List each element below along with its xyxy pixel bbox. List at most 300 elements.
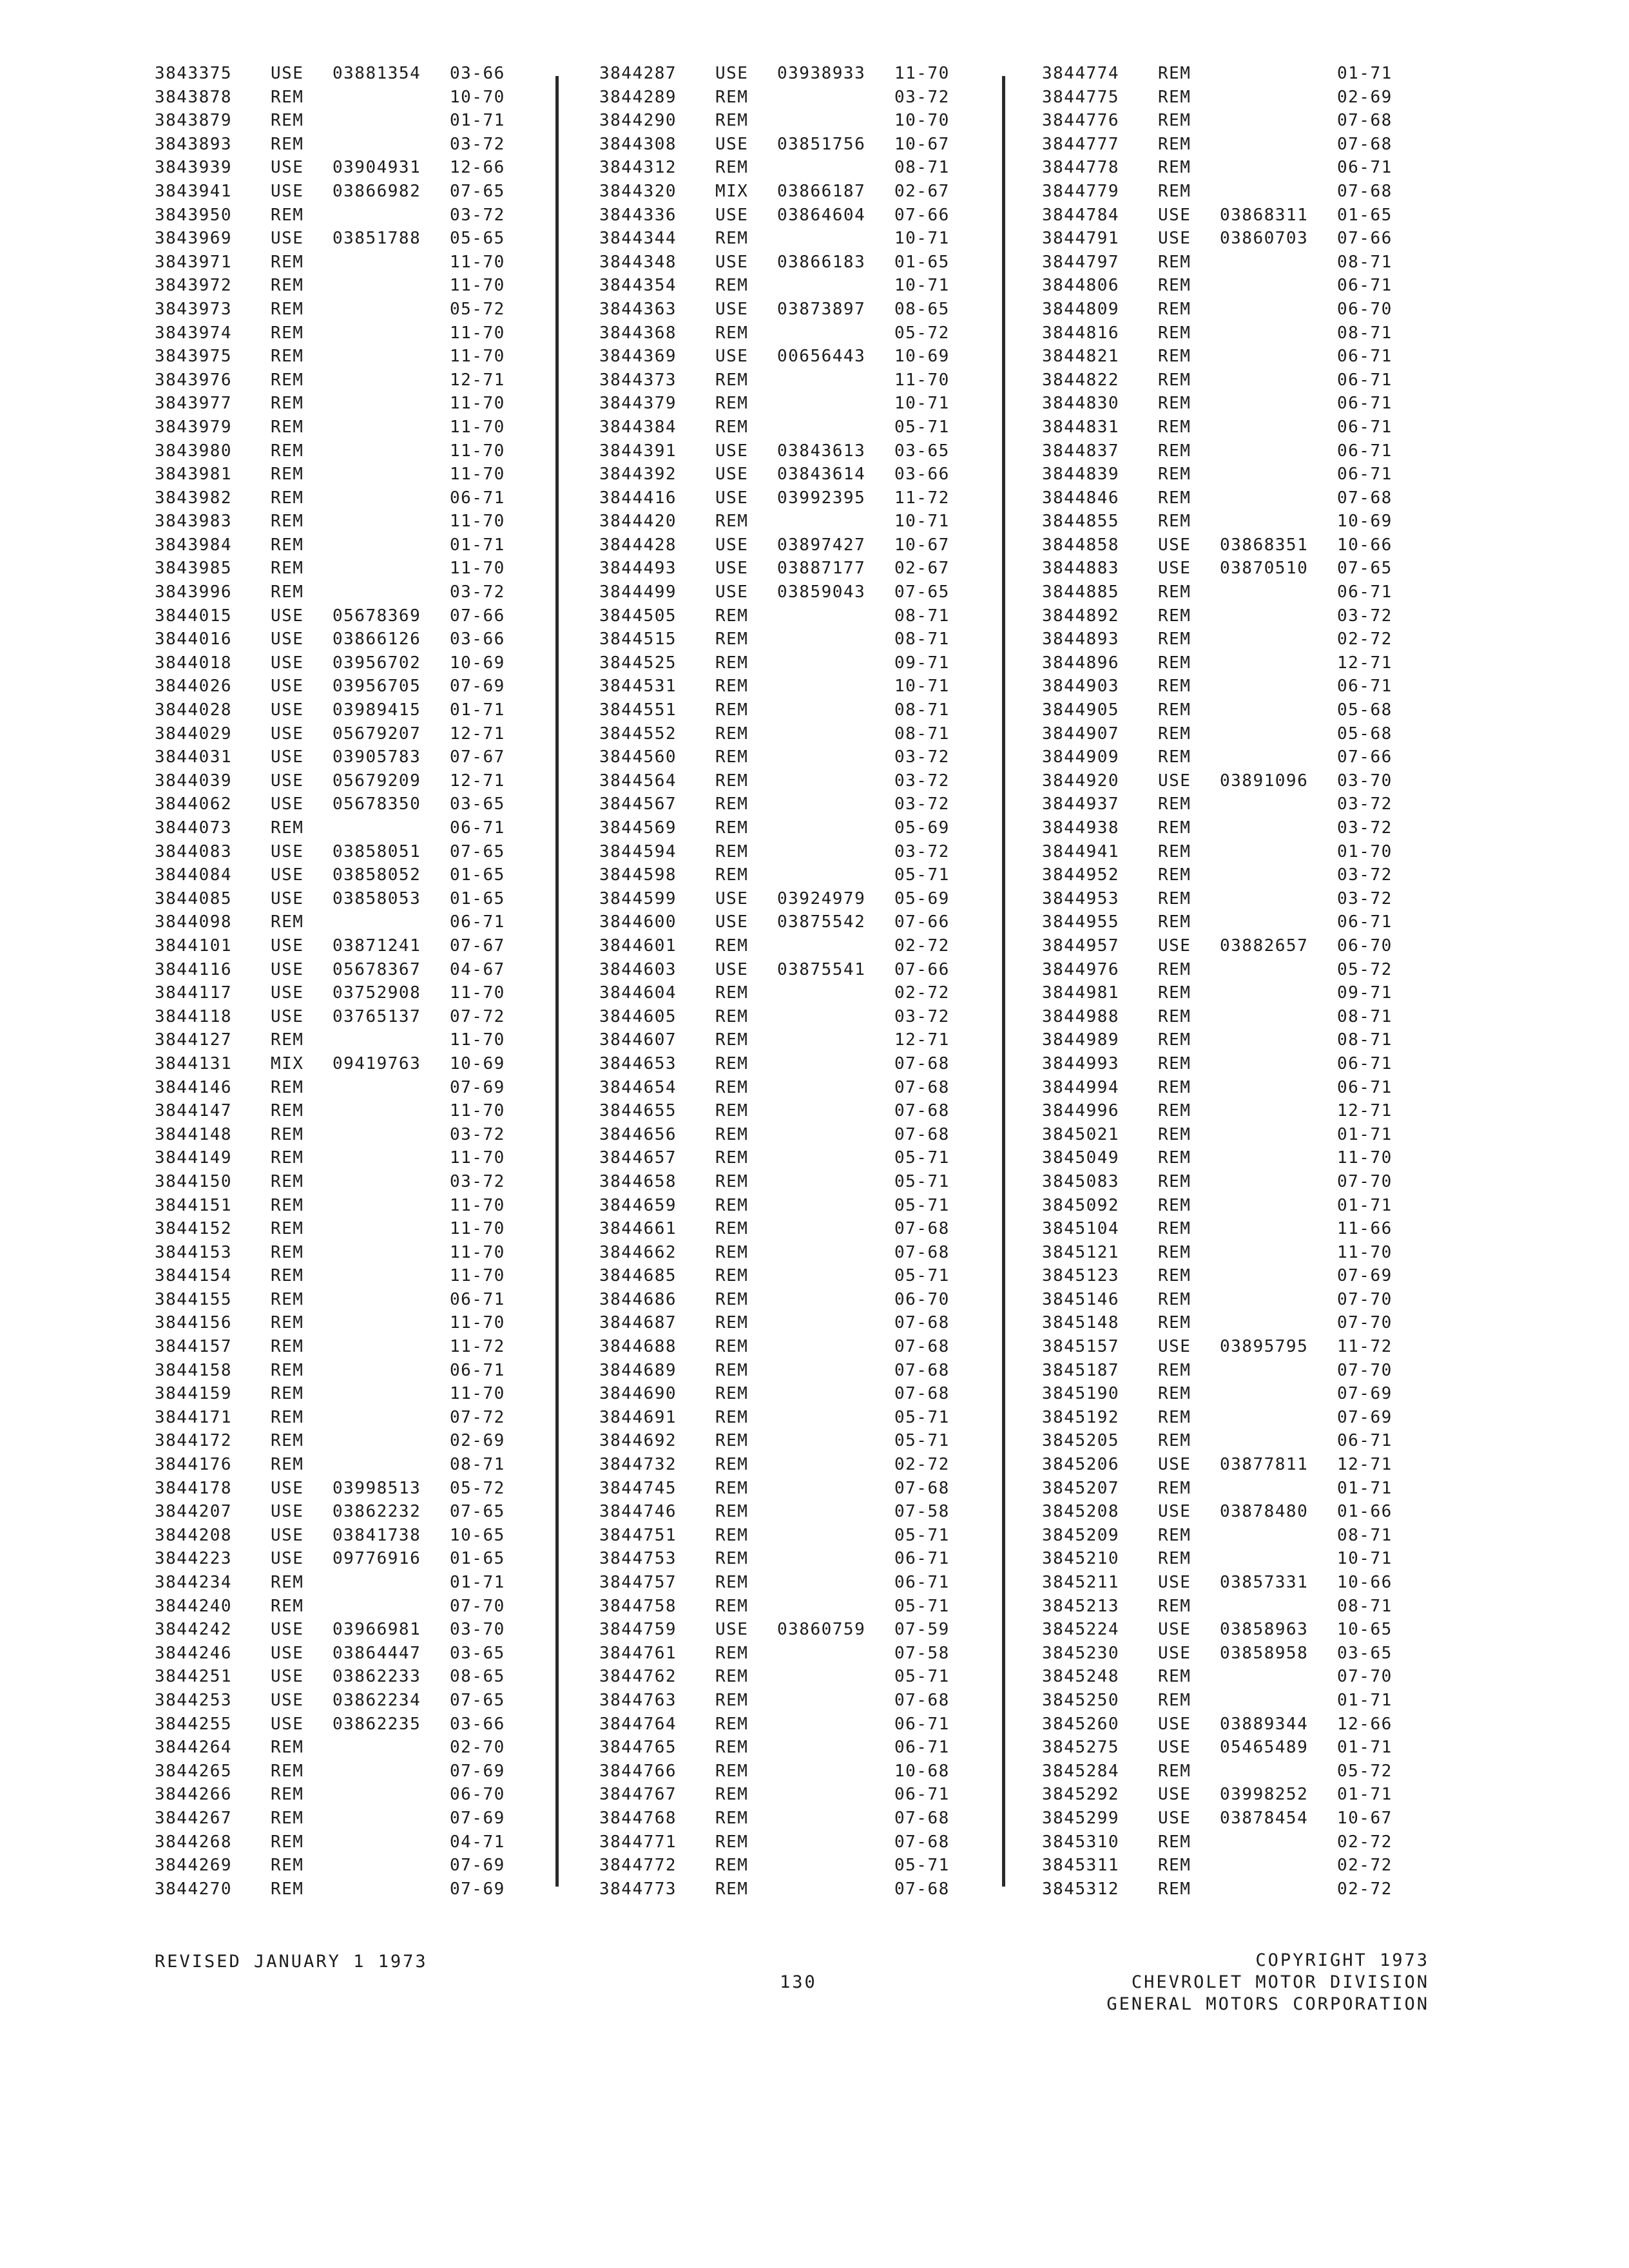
effective-date: 03-72 — [894, 841, 950, 861]
replacement-number: 03924979 — [777, 889, 866, 908]
effective-date: 11-70 — [450, 1384, 505, 1404]
disposition-code: USE — [271, 700, 304, 720]
replacement-number: 03989415 — [333, 700, 421, 720]
disposition-code: REM — [715, 1785, 749, 1805]
effective-date: 05-71 — [894, 1431, 950, 1451]
disposition-code: REM — [271, 252, 304, 272]
effective-date: 03-65 — [1337, 1643, 1393, 1663]
part-number: 3844552 — [599, 724, 677, 744]
part-number: 3844569 — [599, 818, 677, 838]
part-row — [1042, 722, 1441, 746]
effective-date: 12-71 — [450, 724, 505, 744]
part-number: 3844784 — [1042, 205, 1120, 225]
effective-date: 03-65 — [450, 794, 505, 814]
disposition-code: REM — [715, 724, 749, 744]
part-row — [155, 1571, 554, 1595]
part-row — [1042, 369, 1441, 392]
effective-date: 12-71 — [894, 1030, 950, 1050]
disposition-code: REM — [1158, 181, 1191, 201]
part-number: 3844892 — [1042, 606, 1120, 626]
effective-date: 10-67 — [1337, 1808, 1393, 1828]
part-number: 3845250 — [1042, 1690, 1120, 1710]
effective-date: 12-66 — [1337, 1714, 1393, 1734]
part-number: 3844289 — [599, 87, 677, 107]
disposition-code: REM — [271, 394, 304, 414]
part-number: 3845284 — [1042, 1761, 1120, 1781]
replacement-number: 03862233 — [333, 1667, 421, 1687]
disposition-code: REM — [271, 1360, 304, 1380]
part-row — [1042, 1028, 1441, 1052]
part-row — [1042, 628, 1441, 651]
effective-date: 10-71 — [894, 394, 950, 414]
effective-date: 01-71 — [1337, 1124, 1393, 1144]
part-number: 3844234 — [155, 1573, 233, 1592]
part-number: 3844905 — [1042, 700, 1120, 720]
disposition-code: USE — [1158, 1738, 1191, 1758]
part-row — [599, 439, 999, 463]
effective-date: 07-68 — [894, 1219, 950, 1239]
part-number: 3844148 — [155, 1124, 233, 1144]
part-number: 3844567 — [599, 794, 677, 814]
disposition-code: USE — [271, 1714, 304, 1734]
replacement-number: 03938933 — [777, 64, 866, 83]
part-number: 3844757 — [599, 1573, 677, 1592]
disposition-code: REM — [1158, 1667, 1191, 1687]
disposition-code: USE — [715, 889, 749, 908]
effective-date: 11-70 — [450, 417, 505, 437]
part-row — [155, 1335, 554, 1359]
part-row — [599, 722, 999, 746]
part-number: 3844499 — [599, 582, 677, 602]
column-divider — [1002, 76, 1005, 1887]
part-row — [1042, 816, 1441, 840]
effective-date: 03-66 — [450, 64, 505, 83]
disposition-code: REM — [715, 158, 749, 178]
part-number: 3843950 — [155, 205, 233, 225]
effective-date: 05-71 — [894, 1525, 950, 1545]
part-row — [155, 1382, 554, 1406]
effective-date: 03-72 — [894, 794, 950, 814]
part-number: 3844018 — [155, 653, 233, 673]
disposition-code: REM — [271, 276, 304, 296]
part-row — [155, 156, 554, 180]
effective-date: 05-71 — [894, 1856, 950, 1876]
effective-date: 07-67 — [450, 747, 505, 767]
replacement-number: 03866183 — [777, 252, 866, 272]
disposition-code: REM — [1158, 1313, 1191, 1333]
part-row — [1042, 109, 1441, 133]
part-row — [599, 416, 999, 439]
part-row — [599, 1194, 999, 1218]
disposition-code: REM — [1158, 1266, 1191, 1286]
part-row — [155, 1146, 554, 1170]
part-row — [1042, 958, 1441, 982]
part-number: 3844653 — [599, 1053, 677, 1073]
replacement-number: 03998513 — [333, 1478, 421, 1498]
part-number: 3844240 — [155, 1596, 233, 1616]
effective-date: 07-65 — [450, 841, 505, 861]
disposition-code: REM — [271, 1148, 304, 1168]
part-number: 3844773 — [599, 1879, 677, 1899]
effective-date: 07-68 — [894, 1053, 950, 1073]
effective-date: 06-70 — [450, 1785, 505, 1805]
part-row — [1042, 156, 1441, 180]
replacement-number: 03866126 — [333, 629, 421, 649]
replacement-number: 03866187 — [777, 181, 866, 201]
effective-date: 06-71 — [894, 1549, 950, 1569]
effective-date: 06-71 — [450, 1360, 505, 1380]
part-row — [599, 604, 999, 628]
replacement-number: 03882657 — [1220, 936, 1309, 956]
part-number: 3844976 — [1042, 959, 1120, 979]
part-number: 3845208 — [1042, 1502, 1120, 1522]
part-row — [1042, 769, 1441, 793]
replacement-number: 03851788 — [333, 229, 421, 249]
part-number: 3844941 — [1042, 841, 1120, 861]
disposition-code: MIX — [715, 181, 749, 201]
part-row — [155, 463, 554, 486]
part-row — [1042, 1170, 1441, 1194]
division-line: CHEVROLET MOTOR DIVISION — [1131, 1972, 1429, 1992]
part-row — [1042, 463, 1441, 486]
part-number: 3843984 — [155, 535, 233, 555]
part-number: 3844531 — [599, 677, 677, 697]
part-row — [155, 109, 554, 133]
effective-date: 03-72 — [1337, 794, 1393, 814]
part-row — [155, 180, 554, 204]
replacement-number: 03841738 — [333, 1525, 421, 1545]
disposition-code: REM — [271, 1856, 304, 1876]
part-number: 3844515 — [599, 629, 677, 649]
part-row — [155, 1642, 554, 1666]
part-row — [599, 1005, 999, 1029]
replacement-number: 03859043 — [777, 582, 866, 602]
part-row — [155, 722, 554, 746]
part-row — [599, 369, 999, 392]
part-row — [1042, 274, 1441, 298]
part-row — [155, 981, 554, 1005]
part-number: 3844384 — [599, 417, 677, 437]
part-row — [599, 1453, 999, 1477]
effective-date: 06-71 — [1337, 1077, 1393, 1097]
disposition-code: USE — [715, 559, 749, 579]
part-row — [599, 651, 999, 675]
disposition-code: USE — [1158, 1502, 1191, 1522]
effective-date: 07-68 — [894, 1313, 950, 1333]
part-number: 3845211 — [1042, 1573, 1120, 1592]
part-row — [155, 557, 554, 581]
part-number: 3844336 — [599, 205, 677, 225]
effective-date: 10-69 — [450, 653, 505, 673]
part-row — [599, 180, 999, 204]
disposition-code: REM — [1158, 747, 1191, 767]
parts-column-2 — [599, 62, 999, 1901]
part-row — [599, 1854, 999, 1878]
disposition-code: REM — [1158, 1690, 1191, 1710]
effective-date: 07-68 — [894, 1360, 950, 1380]
disposition-code: REM — [1158, 841, 1191, 861]
part-row — [1042, 1052, 1441, 1076]
disposition-code: REM — [715, 87, 749, 107]
effective-date: 08-71 — [894, 724, 950, 744]
part-row — [599, 1547, 999, 1571]
effective-date: 07-58 — [894, 1502, 950, 1522]
effective-date: 11-70 — [450, 252, 505, 272]
part-row — [599, 1076, 999, 1100]
effective-date: 08-71 — [1337, 252, 1393, 272]
copyright-block — [1106, 1950, 1429, 2015]
part-number: 3844778 — [1042, 158, 1120, 178]
part-row — [155, 1359, 554, 1383]
replacement-number: 05678367 — [333, 959, 421, 979]
effective-date: 03-72 — [450, 205, 505, 225]
replacement-number: 03992395 — [777, 488, 866, 508]
part-number: 3844267 — [155, 1808, 233, 1828]
disposition-code: REM — [715, 1266, 749, 1286]
disposition-code: REM — [1158, 134, 1191, 154]
effective-date: 07-69 — [1337, 1384, 1393, 1404]
replacement-number: 09776916 — [333, 1549, 421, 1569]
part-number: 3844746 — [599, 1502, 677, 1522]
replacement-number: 03956702 — [333, 653, 421, 673]
part-number: 3844772 — [599, 1856, 677, 1876]
part-row — [1042, 1123, 1441, 1147]
disposition-code: USE — [1158, 1337, 1191, 1357]
part-row — [599, 910, 999, 934]
effective-date: 06-70 — [894, 1289, 950, 1309]
part-number: 3844661 — [599, 1219, 677, 1239]
disposition-code: USE — [271, 1006, 304, 1026]
disposition-code: REM — [1158, 1101, 1191, 1121]
effective-date: 03-72 — [1337, 865, 1393, 885]
part-row — [599, 981, 999, 1005]
part-row — [1042, 1146, 1441, 1170]
part-row — [599, 745, 999, 769]
effective-date: 09-71 — [1337, 983, 1393, 1003]
disposition-code: USE — [1158, 936, 1191, 956]
disposition-code: REM — [1158, 1478, 1191, 1498]
part-number: 3844806 — [1042, 276, 1120, 296]
part-row — [599, 1500, 999, 1524]
effective-date: 10-67 — [894, 535, 950, 555]
effective-date: 08-71 — [894, 606, 950, 626]
part-row — [599, 1028, 999, 1052]
disposition-code: REM — [1158, 700, 1191, 720]
effective-date: 08-71 — [1337, 1596, 1393, 1616]
disposition-code: USE — [1158, 559, 1191, 579]
part-number: 3844151 — [155, 1195, 233, 1215]
effective-date: 11-70 — [450, 512, 505, 532]
part-number: 3844855 — [1042, 512, 1120, 532]
revision-note: REVISED JANUARY 1 1973 — [155, 1952, 428, 1972]
effective-date: 01-71 — [1337, 1785, 1393, 1805]
effective-date: 03-70 — [450, 1620, 505, 1640]
part-row — [155, 581, 554, 604]
disposition-code: USE — [271, 959, 304, 979]
disposition-code: USE — [1158, 1808, 1191, 1828]
effective-date: 10-69 — [1337, 512, 1393, 532]
effective-date: 06-71 — [1337, 1053, 1393, 1073]
part-number: 3844178 — [155, 1478, 233, 1498]
disposition-code: REM — [1158, 1053, 1191, 1073]
part-number: 3844777 — [1042, 134, 1120, 154]
effective-date: 01-65 — [1337, 205, 1393, 225]
part-number: 3844953 — [1042, 889, 1120, 908]
effective-date: 11-70 — [450, 1148, 505, 1168]
disposition-code: REM — [271, 370, 304, 390]
part-row — [155, 392, 554, 416]
effective-date: 01-65 — [894, 252, 950, 272]
part-row — [1042, 392, 1441, 416]
part-row — [155, 1500, 554, 1524]
part-number: 3844996 — [1042, 1101, 1120, 1121]
effective-date: 10-70 — [894, 111, 950, 131]
disposition-code: REM — [271, 1573, 304, 1592]
part-row — [599, 1264, 999, 1288]
disposition-code: REM — [715, 1148, 749, 1168]
disposition-code: USE — [715, 134, 749, 154]
disposition-code: REM — [271, 1455, 304, 1475]
disposition-code: USE — [271, 841, 304, 861]
part-number: 3844831 — [1042, 417, 1120, 437]
disposition-code: REM — [271, 134, 304, 154]
disposition-code: REM — [1158, 299, 1191, 319]
part-number: 3845192 — [1042, 1407, 1120, 1427]
part-number: 3844158 — [155, 1360, 233, 1380]
part-row — [155, 1665, 554, 1689]
part-row — [155, 1878, 554, 1901]
disposition-code: USE — [1158, 205, 1191, 225]
disposition-code: REM — [1158, 1879, 1191, 1899]
disposition-code: USE — [271, 64, 304, 83]
part-number: 3843977 — [155, 394, 233, 414]
effective-date: 03-72 — [450, 1124, 505, 1144]
disposition-code: REM — [271, 1596, 304, 1616]
part-row — [599, 793, 999, 816]
effective-date: 10-71 — [1337, 1549, 1393, 1569]
part-row — [599, 1807, 999, 1831]
disposition-code: REM — [271, 87, 304, 107]
part-row — [1042, 1831, 1441, 1854]
disposition-code: REM — [1158, 1195, 1191, 1215]
disposition-code: USE — [271, 181, 304, 201]
part-number: 3844101 — [155, 936, 233, 956]
disposition-code: REM — [715, 1549, 749, 1569]
effective-date: 07-69 — [450, 1879, 505, 1899]
part-row — [155, 1311, 554, 1335]
part-number: 3844690 — [599, 1384, 677, 1404]
part-number: 3845260 — [1042, 1714, 1120, 1734]
effective-date: 01-66 — [1337, 1502, 1393, 1522]
part-row — [155, 675, 554, 698]
effective-date: 11-70 — [894, 370, 950, 390]
part-row — [155, 1477, 554, 1501]
part-number: 3844392 — [599, 465, 677, 485]
part-row — [155, 934, 554, 958]
part-number: 3844846 — [1042, 488, 1120, 508]
effective-date: 05-68 — [1337, 724, 1393, 744]
effective-date: 05-71 — [894, 1148, 950, 1168]
part-row — [1042, 1854, 1441, 1878]
effective-date: 02-72 — [1337, 629, 1393, 649]
part-number: 3844560 — [599, 747, 677, 767]
part-row — [155, 1453, 554, 1477]
replacement-number: 03887177 — [777, 559, 866, 579]
disposition-code: REM — [271, 347, 304, 367]
part-number: 3844903 — [1042, 677, 1120, 697]
disposition-code: REM — [715, 1124, 749, 1144]
replacement-number: 09419763 — [333, 1053, 421, 1073]
part-row — [1042, 1005, 1441, 1029]
part-row — [155, 274, 554, 298]
part-row — [599, 1099, 999, 1123]
part-number: 3844656 — [599, 1124, 677, 1144]
part-row — [599, 1288, 999, 1312]
part-number: 3844745 — [599, 1478, 677, 1498]
disposition-code: REM — [271, 1384, 304, 1404]
part-number: 3845083 — [1042, 1171, 1120, 1191]
disposition-code: REM — [271, 1289, 304, 1309]
replacement-number: 03860703 — [1220, 229, 1309, 249]
effective-date: 11-70 — [450, 276, 505, 296]
part-number: 3845123 — [1042, 1266, 1120, 1286]
part-row — [155, 1194, 554, 1218]
part-row — [599, 1146, 999, 1170]
part-row — [599, 1831, 999, 1854]
part-row — [1042, 745, 1441, 769]
part-row — [155, 1052, 554, 1076]
disposition-code: REM — [1158, 959, 1191, 979]
disposition-code: REM — [715, 1832, 749, 1852]
effective-date: 08-71 — [1337, 1030, 1393, 1050]
replacement-number: 05679207 — [333, 724, 421, 744]
part-number: 3845207 — [1042, 1478, 1120, 1498]
part-row — [1042, 1453, 1441, 1477]
replacement-number: 03871241 — [333, 936, 421, 956]
disposition-code: REM — [271, 582, 304, 602]
part-row — [599, 204, 999, 227]
part-number: 3844026 — [155, 677, 233, 697]
part-number: 3844957 — [1042, 936, 1120, 956]
disposition-code: REM — [1158, 465, 1191, 485]
part-row — [155, 86, 554, 110]
part-row — [155, 793, 554, 816]
disposition-code: USE — [715, 299, 749, 319]
part-row — [155, 1595, 554, 1619]
part-row — [1042, 1194, 1441, 1218]
disposition-code: REM — [1158, 677, 1191, 697]
disposition-code: REM — [715, 229, 749, 249]
effective-date: 07-66 — [450, 606, 505, 626]
part-number: 3845299 — [1042, 1808, 1120, 1828]
part-number: 3844654 — [599, 1077, 677, 1097]
disposition-code: USE — [271, 629, 304, 649]
part-number: 3845292 — [1042, 1785, 1120, 1805]
disposition-code: REM — [715, 1808, 749, 1828]
part-row — [155, 510, 554, 533]
effective-date: 11-70 — [450, 1195, 505, 1215]
effective-date: 01-65 — [450, 1549, 505, 1569]
effective-date: 01-71 — [1337, 1738, 1393, 1758]
part-row — [1042, 793, 1441, 816]
replacement-number: 00656443 — [777, 347, 866, 367]
part-number: 3844420 — [599, 512, 677, 532]
disposition-code: REM — [715, 1101, 749, 1121]
replacement-number: 03866982 — [333, 181, 421, 201]
part-number: 3844131 — [155, 1053, 233, 1073]
part-number: 3844603 — [599, 959, 677, 979]
effective-date: 02-67 — [894, 559, 950, 579]
